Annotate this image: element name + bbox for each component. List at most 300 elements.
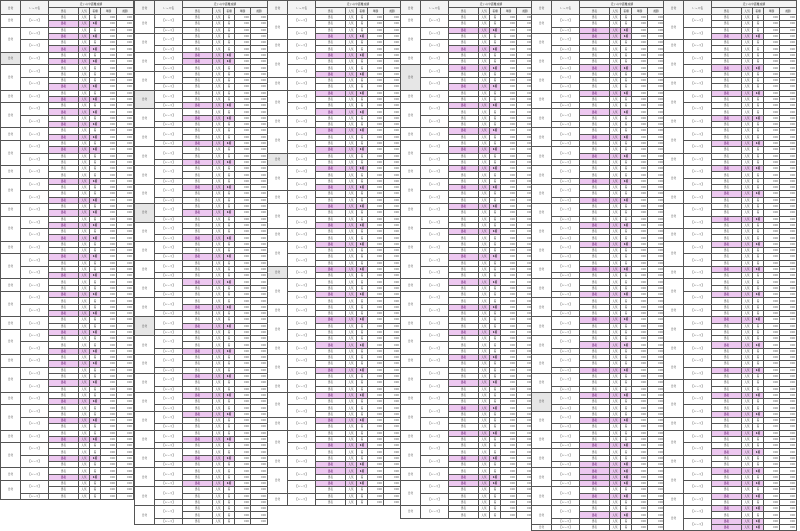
popularity-cell: 人気 — [610, 128, 621, 134]
finish-cell: 着 — [90, 317, 101, 323]
horse-name-cell: 馬名 — [449, 203, 479, 209]
payout-win-cell: 000 — [101, 90, 117, 96]
date-cell: 日付 — [135, 317, 155, 336]
horse-name-cell: 馬名 — [449, 405, 479, 411]
payout-win-cell: 000 — [101, 27, 117, 33]
payout-win-cell: 000 — [632, 59, 648, 65]
payout-place-cell: 000 — [117, 235, 134, 241]
horse-name-cell: 馬名 — [449, 247, 479, 253]
finish-cell: 着 — [224, 449, 235, 455]
finish-cell: 着 — [224, 336, 235, 342]
payout-place-cell: 000 — [648, 430, 665, 436]
payout-place-cell: 000 — [117, 380, 134, 386]
header-group: 近いの中距離成績 — [183, 1, 268, 8]
payout-place-cell: 000 — [780, 254, 797, 260]
finish-cell: 着 — [90, 40, 101, 46]
horse-name-cell: 馬名 — [580, 222, 610, 228]
payout-place-cell: 000 — [384, 40, 401, 46]
horse-name-cell: 馬名 — [49, 405, 79, 411]
results-table — [134, 0, 268, 525]
race-name-cell: 【レース】 — [684, 52, 712, 65]
race-name-cell: 【レース】 — [155, 480, 183, 486]
finish-cell: 着 — [357, 178, 368, 184]
popularity-cell: 人気 — [79, 336, 90, 342]
header-row-top — [532, 1, 665, 8]
horse-name-cell: 馬名 — [580, 443, 610, 449]
horse-name-cell: 馬名 — [580, 525, 610, 531]
race-name-cell: 【レース】 — [155, 109, 183, 122]
horse-name-cell: 馬名 — [580, 411, 610, 417]
finish-cell: 着 — [753, 310, 764, 316]
payout-win-cell: 000 — [501, 197, 517, 203]
payout-place-cell: 000 — [780, 65, 797, 71]
payout-place-cell: 000 — [384, 411, 401, 417]
finish-cell: 着 — [621, 15, 632, 21]
date-cell: 日付 — [1, 103, 21, 128]
date-cell: 日付 — [268, 430, 288, 455]
payout-place-cell: 000 — [648, 247, 665, 253]
popularity-cell: 人気 — [742, 525, 753, 531]
horse-name-cell: 馬名 — [183, 348, 213, 354]
finish-cell: 着 — [90, 336, 101, 342]
payout-place-cell: 000 — [384, 52, 401, 58]
finish-cell: 1着 — [90, 418, 101, 424]
payout-place-cell: 000 — [648, 96, 665, 102]
race-name-cell: 【レース】 — [155, 178, 183, 184]
popularity-cell: 人気 — [610, 115, 621, 121]
payout-place-cell: 000 — [251, 159, 268, 165]
finish-cell: 1着 — [753, 493, 764, 499]
payout-win-cell: 000 — [764, 373, 780, 379]
popularity-cell: 人気 — [346, 172, 357, 178]
payout-place-cell: 000 — [117, 65, 134, 71]
date-cell: 日付 — [664, 266, 684, 279]
finish-cell: 着 — [357, 474, 368, 480]
popularity-cell: 人気 — [79, 424, 90, 430]
payout-place-cell: 000 — [517, 285, 534, 291]
finish-cell: 着 — [753, 159, 764, 165]
payout-place-cell: 000 — [648, 399, 665, 405]
horse-name-cell: 馬名 — [316, 109, 346, 115]
header-horse: 馬名 — [49, 8, 79, 15]
popularity-cell: 人気 — [213, 336, 224, 342]
horse-name-cell: 馬名 — [712, 399, 742, 405]
payout-place-cell: 000 — [384, 380, 401, 386]
finish-cell: 1着 — [357, 317, 368, 323]
horse-name-cell: 馬名 — [316, 115, 346, 121]
finish-cell: 着 — [621, 380, 632, 386]
header-date: 日付 — [135, 1, 155, 15]
date-cell: 日付 — [664, 241, 684, 266]
horse-name-cell: 馬名 — [580, 235, 610, 241]
popularity-cell: 人気 — [213, 373, 224, 379]
horse-name-cell: 馬名 — [183, 487, 213, 493]
horse-name-cell: 馬名 — [712, 418, 742, 424]
payout-place-cell: 000 — [384, 122, 401, 128]
payout-place-cell: 000 — [780, 52, 797, 58]
finish-cell: 着 — [621, 166, 632, 172]
payout-win-cell: 000 — [632, 342, 648, 348]
date-cell: 日付 — [1, 317, 21, 330]
race-name-cell: 【レース】 — [155, 449, 183, 462]
finish-cell: 着 — [90, 77, 101, 83]
finish-cell: 着 — [621, 405, 632, 411]
finish-cell: 1着 — [357, 462, 368, 468]
race-name-cell: 【レース】 — [21, 229, 49, 242]
horse-name-cell: 馬名 — [712, 178, 742, 184]
payout-win-cell: 000 — [764, 367, 780, 373]
payout-win-cell: 000 — [101, 329, 117, 335]
horse-name-cell: 馬名 — [183, 27, 213, 33]
race-name-cell: 【レース】 — [21, 468, 49, 481]
race-name-cell: 【レース】 — [288, 468, 316, 481]
finish-cell: 1着 — [621, 342, 632, 348]
payout-place-cell: 000 — [648, 493, 665, 499]
race-name-cell: 【レース】 — [155, 487, 183, 500]
payout-place-cell: 000 — [251, 399, 268, 405]
payout-place-cell: 000 — [780, 21, 797, 27]
header-num2: 複勝 — [384, 8, 401, 15]
popularity-cell: 人気 — [213, 21, 224, 27]
finish-cell: 着 — [357, 336, 368, 342]
popularity-cell: 人気 — [213, 367, 224, 373]
finish-cell: 着 — [357, 355, 368, 361]
finish-cell: 着 — [753, 329, 764, 335]
horse-name-cell: 馬名 — [712, 279, 742, 285]
date-cell: 日付 — [532, 260, 552, 279]
finish-cell: 着 — [621, 52, 632, 58]
finish-cell: 着 — [357, 122, 368, 128]
horse-name-cell: 馬名 — [316, 373, 346, 379]
race-name-cell: 【レース】 — [155, 254, 183, 260]
payout-place-cell: 000 — [648, 235, 665, 241]
popularity-cell: 人気 — [346, 373, 357, 379]
payout-win-cell: 000 — [368, 84, 384, 90]
payout-place-cell: 000 — [780, 380, 797, 386]
finish-cell: 着 — [621, 285, 632, 291]
payout-place-cell: 000 — [780, 462, 797, 468]
popularity-cell: 人気 — [79, 172, 90, 178]
payout-win-cell: 000 — [501, 512, 517, 518]
payout-win-cell: 000 — [632, 134, 648, 140]
header-date: 日付 — [532, 1, 552, 15]
payout-place-cell: 000 — [648, 210, 665, 216]
race-name-cell: 【レース】 — [155, 216, 183, 222]
payout-win-cell: 000 — [632, 355, 648, 361]
finish-cell: 着 — [357, 103, 368, 109]
popularity-cell: 人気 — [213, 392, 224, 398]
popularity-cell: 人気 — [610, 216, 621, 222]
payout-place-cell: 000 — [251, 266, 268, 272]
race-name-cell: 【レース】 — [288, 392, 316, 405]
payout-win-cell: 000 — [632, 304, 648, 310]
finish-cell: 1着 — [357, 392, 368, 398]
race-name-cell: 【レース】 — [552, 525, 580, 531]
payout-win-cell: 000 — [235, 241, 251, 247]
payout-place-cell: 000 — [780, 166, 797, 172]
payout-place-cell: 000 — [251, 386, 268, 392]
finish-cell: 着 — [621, 304, 632, 310]
race-name-cell: 【レース】 — [21, 493, 49, 499]
finish-cell: 着 — [753, 455, 764, 461]
finish-cell: 1着 — [90, 329, 101, 335]
race-name-cell: 【レース】 — [288, 115, 316, 128]
payout-win-cell: 000 — [764, 172, 780, 178]
popularity-cell: 人気 — [346, 241, 357, 247]
payout-place-cell: 000 — [648, 487, 665, 493]
horse-name-cell: 馬名 — [449, 147, 479, 153]
popularity-cell: 人気 — [346, 65, 357, 71]
race-name-cell: 【レース】 — [155, 355, 183, 368]
payout-win-cell: 000 — [501, 298, 517, 304]
popularity-cell: 人気 — [610, 185, 621, 191]
payout-place-cell: 000 — [251, 355, 268, 361]
race-name-cell: 【レース】 — [684, 506, 712, 519]
popularity-cell: 人気 — [479, 40, 490, 46]
payout-place-cell: 000 — [251, 40, 268, 46]
horse-name-cell: 馬名 — [712, 493, 742, 499]
horse-name-cell: 馬名 — [580, 140, 610, 146]
date-cell: 日付 — [532, 392, 552, 411]
horse-name-cell: 馬名 — [580, 273, 610, 279]
payout-win-cell: 000 — [235, 260, 251, 266]
horse-name-cell: 馬名 — [49, 191, 79, 197]
popularity-cell: 人気 — [346, 191, 357, 197]
payout-place-cell: 000 — [648, 405, 665, 411]
payout-place-cell: 000 — [384, 46, 401, 52]
payout-place-cell: 000 — [517, 499, 534, 505]
finish-cell: 着 — [90, 386, 101, 392]
finish-cell: 1着 — [621, 266, 632, 272]
horse-name-cell: 馬名 — [580, 266, 610, 272]
payout-win-cell: 000 — [632, 392, 648, 398]
popularity-cell: 人気 — [742, 518, 753, 524]
popularity-cell: 人気 — [479, 386, 490, 392]
horse-name-cell: 馬名 — [712, 140, 742, 146]
race-name-cell: 【レース】 — [421, 15, 449, 28]
finish-cell: 1着 — [621, 480, 632, 486]
results-column-group-4 — [400, 0, 534, 519]
payout-place-cell: 000 — [117, 241, 134, 247]
race-name-cell: 【レース】 — [21, 480, 49, 493]
finish-cell: 着 — [490, 392, 501, 398]
finish-cell: 着 — [224, 512, 235, 518]
payout-place-cell: 000 — [117, 355, 134, 361]
popularity-cell: 人気 — [479, 229, 490, 235]
popularity-cell: 人気 — [213, 77, 224, 83]
finish-cell: 1着 — [753, 518, 764, 524]
finish-cell: 着 — [621, 247, 632, 253]
horse-name-cell: 馬名 — [712, 449, 742, 455]
finish-cell: 1着 — [357, 71, 368, 77]
horse-name-cell: 馬名 — [183, 197, 213, 203]
race-name-cell: 【レース】 — [21, 203, 49, 216]
horse-name-cell: 馬名 — [580, 65, 610, 71]
payout-place-cell: 000 — [384, 103, 401, 109]
finish-cell: 着 — [224, 468, 235, 474]
popularity-cell: 人気 — [742, 241, 753, 247]
popularity-cell: 人気 — [742, 499, 753, 505]
payout-win-cell: 000 — [101, 40, 117, 46]
horse-name-cell: 馬名 — [449, 329, 479, 335]
payout-win-cell: 000 — [501, 468, 517, 474]
payout-win-cell: 000 — [501, 329, 517, 335]
race-name-cell: 【レース】 — [155, 411, 183, 424]
finish-cell: 1着 — [490, 27, 501, 33]
popularity-cell: 人気 — [79, 210, 90, 216]
payout-place-cell: 000 — [117, 493, 134, 499]
payout-place-cell: 000 — [384, 298, 401, 304]
horse-name-cell: 馬名 — [712, 159, 742, 165]
payout-win-cell: 000 — [632, 424, 648, 430]
payout-place-cell: 000 — [117, 323, 134, 329]
race-name-cell: 【レース】 — [21, 216, 49, 229]
payout-win-cell: 000 — [632, 222, 648, 228]
horse-name-cell: 馬名 — [449, 430, 479, 436]
race-name-cell: 【レース】 — [21, 65, 49, 78]
payout-place-cell: 000 — [648, 266, 665, 272]
finish-cell: 着 — [753, 487, 764, 493]
payout-place-cell: 000 — [384, 109, 401, 115]
payout-win-cell: 000 — [368, 216, 384, 222]
race-name-cell: 【レース】 — [155, 506, 183, 519]
race-name-cell: 【レース】 — [421, 216, 449, 229]
finish-cell: 着 — [357, 487, 368, 493]
finish-cell: 着 — [90, 203, 101, 209]
results-table — [531, 0, 665, 531]
date-cell: 日付 — [1, 329, 21, 354]
payout-win-cell: 000 — [501, 235, 517, 241]
payout-win-cell: 000 — [368, 235, 384, 241]
finish-cell: 1着 — [224, 304, 235, 310]
payout-win-cell: 000 — [235, 405, 251, 411]
payout-win-cell: 000 — [235, 178, 251, 184]
date-cell: 日付 — [532, 71, 552, 90]
finish-cell: 着 — [357, 134, 368, 140]
horse-name-cell: 馬名 — [183, 128, 213, 134]
finish-cell: 着 — [753, 122, 764, 128]
race-name-cell: 【レース】 — [21, 342, 49, 355]
payout-place-cell: 000 — [780, 235, 797, 241]
payout-place-cell: 000 — [117, 449, 134, 455]
popularity-cell: 人気 — [742, 304, 753, 310]
payout-win-cell: 000 — [764, 273, 780, 279]
payout-place-cell: 000 — [517, 128, 534, 134]
popularity-cell: 人気 — [213, 355, 224, 361]
horse-name-cell: 馬名 — [449, 172, 479, 178]
finish-cell: 着 — [357, 455, 368, 461]
payout-win-cell: 000 — [368, 386, 384, 392]
finish-cell: 着 — [753, 348, 764, 354]
payout-win-cell: 000 — [368, 166, 384, 172]
horse-name-cell: 馬名 — [449, 480, 479, 486]
finish-cell: 着 — [621, 203, 632, 209]
popularity-cell: 人気 — [79, 292, 90, 298]
horse-name-cell: 馬名 — [712, 373, 742, 379]
payout-win-cell: 000 — [101, 84, 117, 90]
finish-cell: 1着 — [357, 241, 368, 247]
date-cell: 日付 — [532, 506, 552, 525]
popularity-cell: 人気 — [479, 197, 490, 203]
finish-cell: 着 — [490, 418, 501, 424]
finish-cell: 着 — [621, 229, 632, 235]
finish-cell: 着 — [490, 323, 501, 329]
horse-name-cell: 馬名 — [183, 266, 213, 272]
payout-place-cell: 000 — [780, 329, 797, 335]
race-name-cell: 【レース】 — [421, 317, 449, 330]
payout-place-cell: 000 — [384, 147, 401, 153]
payout-win-cell: 000 — [764, 115, 780, 121]
horse-name-cell: 馬名 — [316, 418, 346, 424]
payout-place-cell: 000 — [517, 216, 534, 222]
payout-place-cell: 000 — [648, 418, 665, 424]
finish-cell: 着 — [224, 260, 235, 266]
payout-win-cell: 000 — [368, 455, 384, 461]
race-name-cell: 【レース】 — [155, 348, 183, 354]
payout-win-cell: 000 — [235, 273, 251, 279]
popularity-cell: 人気 — [346, 33, 357, 39]
popularity-cell: 人気 — [346, 254, 357, 260]
race-name-cell: 【レース】 — [684, 317, 712, 330]
race-name-cell: 【レース】 — [21, 241, 49, 254]
finish-cell: 1着 — [224, 185, 235, 191]
payout-place-cell: 000 — [384, 90, 401, 96]
popularity-cell: 人気 — [213, 33, 224, 39]
payout-place-cell: 000 — [780, 185, 797, 191]
finish-cell: 着 — [490, 21, 501, 27]
popularity-cell: 人気 — [610, 487, 621, 493]
payout-place-cell: 000 — [384, 310, 401, 316]
horse-name-cell: 馬名 — [580, 323, 610, 329]
popularity-cell: 人気 — [742, 512, 753, 518]
race-name-cell: 【レース】 — [155, 84, 183, 90]
payout-place-cell: 000 — [517, 59, 534, 65]
finish-cell: 着 — [621, 122, 632, 128]
horse-name-cell: 馬名 — [183, 254, 213, 260]
payout-win-cell: 000 — [501, 436, 517, 442]
popularity-cell: 人気 — [79, 222, 90, 228]
payout-win-cell: 000 — [632, 273, 648, 279]
popularity-cell: 人気 — [213, 103, 224, 109]
payout-win-cell: 000 — [764, 317, 780, 323]
payout-place-cell: 000 — [384, 342, 401, 348]
payout-win-cell: 000 — [368, 266, 384, 272]
finish-cell: 着 — [753, 172, 764, 178]
finish-cell: 1着 — [90, 235, 101, 241]
race-name-cell: 【レース】 — [552, 109, 580, 122]
date-cell: 日付 — [1, 128, 21, 141]
finish-cell: 1着 — [753, 115, 764, 121]
race-name-cell: 【レース】 — [288, 405, 316, 418]
payout-win-cell: 000 — [235, 329, 251, 335]
popularity-cell: 人気 — [346, 418, 357, 424]
horse-name-cell: 馬名 — [449, 185, 479, 191]
horse-name-cell: 馬名 — [449, 229, 479, 235]
popularity-cell: 人気 — [79, 298, 90, 304]
payout-win-cell: 000 — [632, 285, 648, 291]
payout-win-cell: 000 — [501, 361, 517, 367]
payout-place-cell: 000 — [648, 229, 665, 235]
horse-name-cell: 馬名 — [183, 279, 213, 285]
finish-cell: 着 — [90, 52, 101, 58]
horse-name-cell: 馬名 — [712, 247, 742, 253]
finish-cell: 着 — [490, 449, 501, 455]
payout-win-cell: 000 — [764, 493, 780, 499]
horse-name-cell: 馬名 — [316, 178, 346, 184]
date-cell: 日付 — [664, 15, 684, 40]
payout-place-cell: 000 — [251, 405, 268, 411]
finish-cell: 1着 — [90, 33, 101, 39]
